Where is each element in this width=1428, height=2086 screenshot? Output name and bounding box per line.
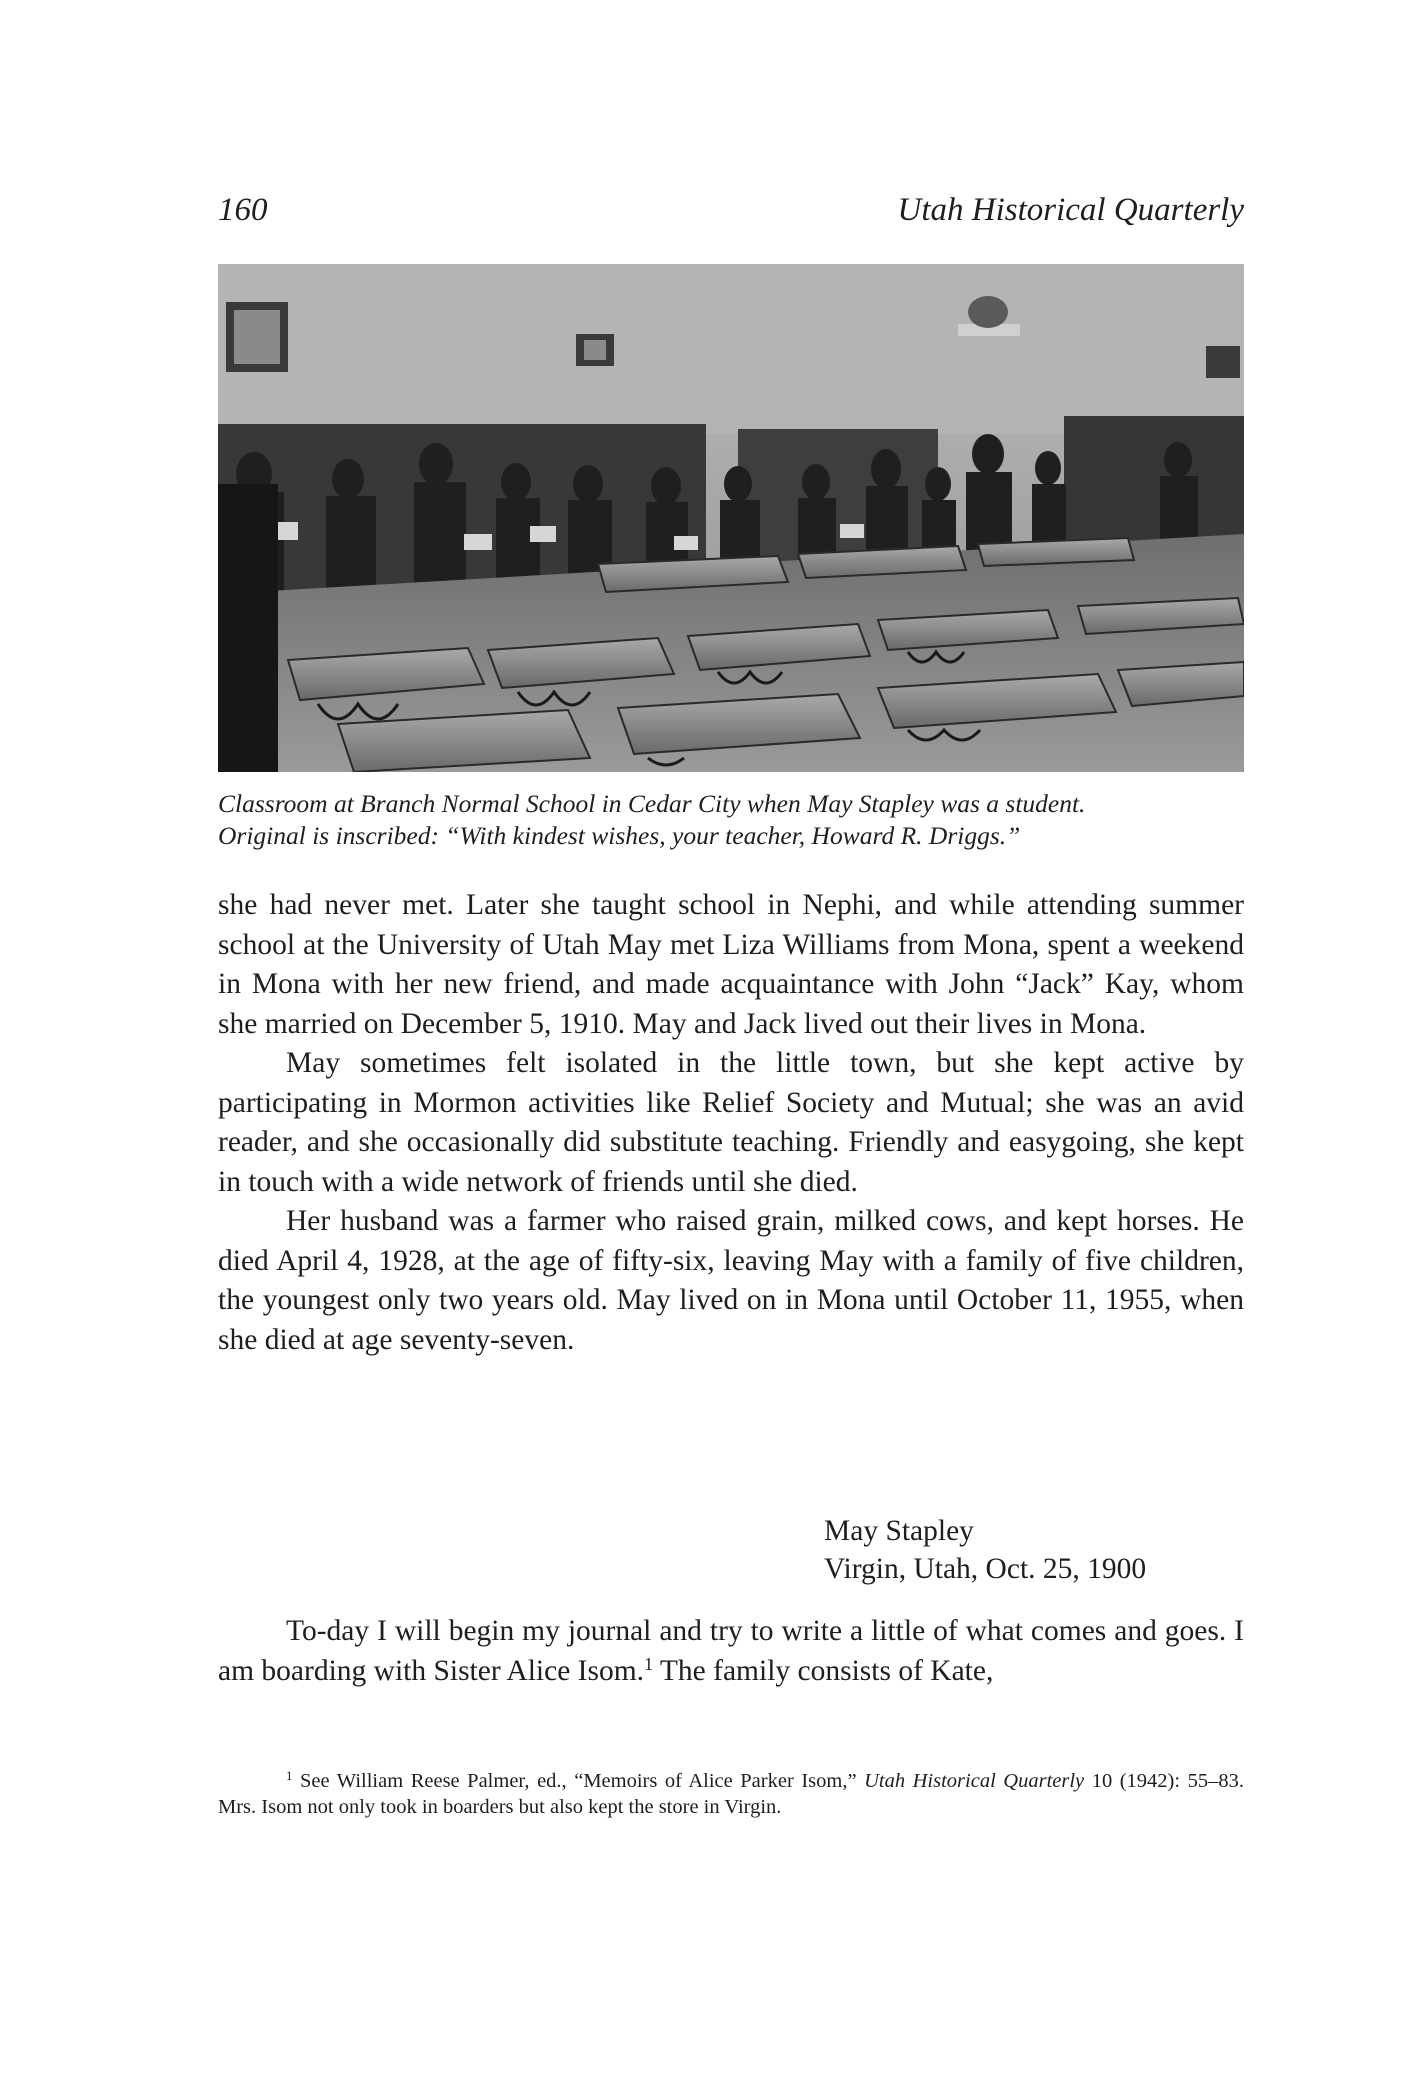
journal-text-before-note: To-day I will begin my journal and try to write a little of what comes and goes. I am boarding with Sister Alice Isom. [218,1615,1244,1687]
journal-paragraph [218,1612,1244,1691]
footnote-journal-title: Utah Historical Quarterly [864,1770,1085,1792]
footnote-text-part-2: 10 (1942): 55–83. Mrs. Isom not only took in boarders but also kept the store in Virgin. [218,1770,1244,1818]
footnote-reference: 1 [644,1653,654,1674]
body-paragraph: she had never met. Later she taught school in Nephi, and while attending summer school at the University of Utah May met Liza Williams from Mona, spent a weekend in Mona with her new friend, and made acquaintance with John “Jack” Kay, whom she married on December 5, 1910. May and Jack lived out their lives in Mona. [218,889,1244,1040]
journal-entry-text [218,1612,1244,1691]
journal-place-date: Virgin, Utah, Oct. 25, 1900 [824,1553,1147,1585]
footnote-paragraph [218,1768,1244,1820]
journal-text-after-note: The family consists of Kate, [653,1654,994,1687]
footnote [218,1768,1244,1820]
classroom-photo-image [218,264,1244,772]
journal-title: Utah Historical Quarterly [897,192,1244,228]
caption-line-2: Original is inscribed: “With kindest wishes, your teacher, Howard R. Driggs.” [218,821,1021,850]
running-head [218,190,1244,230]
photo-caption [218,788,1244,852]
caption-line-1: Classroom at Branch Normal School in Cedar City when May Stapley was a student. [218,789,1086,818]
footnote-marker: 1 [286,1768,293,1783]
page-number: 160 [218,192,268,228]
classroom-photograph [218,264,1244,772]
journal-heading [824,1512,1244,1588]
journal-author: May Stapley [824,1515,974,1547]
body-text [218,886,1244,1360]
footnote-text-part-1: See William Reese Palmer, ed., “Memoirs of Alice Parker Isom,” [292,1770,865,1792]
body-paragraph: May sometimes felt isolated in the little town, but she kept active by participating in Mormon activities like Relief Society and Mutual; she was an avid reader, and she occasionally did substitute teaching. Friendly and easygoing, she kept in touch with a wide network of friends until she died. [218,1047,1244,1198]
body-paragraph: Her husband was a farmer who raised grain, milked cows, and kept horses. He died April 4, 1928, at the age of fifty-six, leaving May with a family of five children, the youngest only two years old. May lived on in Mona until October 11, 1955, when she died at age seventy-seven. [218,1205,1244,1356]
